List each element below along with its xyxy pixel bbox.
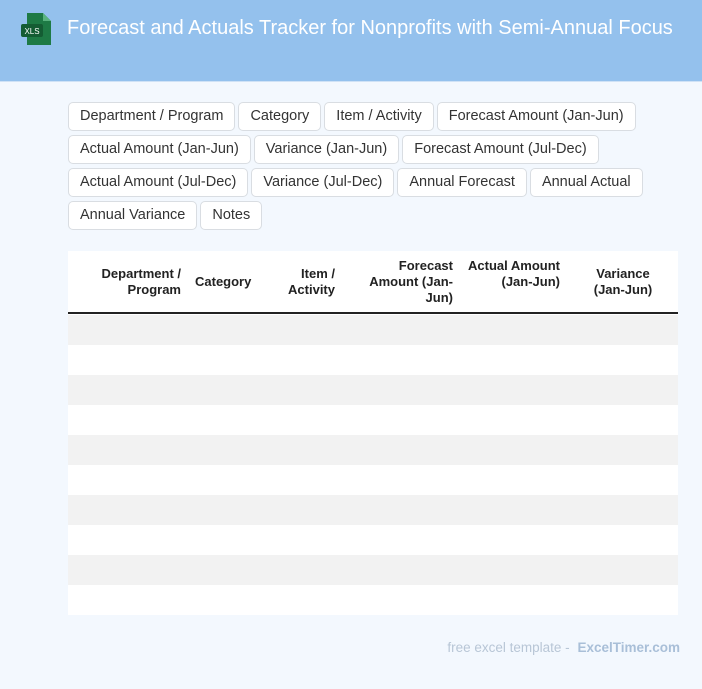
table-row[interactable] <box>68 345 678 375</box>
footer-credit <box>447 640 680 655</box>
table-header-cell: Department / Program <box>101 266 181 297</box>
table-row[interactable] <box>68 495 678 525</box>
svg-text:XLS: XLS <box>24 27 40 36</box>
column-chip[interactable]: Forecast Amount (Jul-Dec) <box>402 135 598 164</box>
column-chip[interactable]: Department / Program <box>68 102 235 131</box>
table-header-cell: Category <box>195 274 252 289</box>
header-bar <box>0 0 702 82</box>
footer-prefix: free excel template - <box>447 640 570 655</box>
table-header-cell: Item / Activity <box>288 266 335 297</box>
column-chip[interactable]: Item / Activity <box>324 102 433 131</box>
column-chip[interactable]: Variance (Jan-Jun) <box>254 135 399 164</box>
table-header-cell: Actual Amount (Jan-Jun) <box>468 258 560 289</box>
column-chip[interactable]: Variance (Jul-Dec) <box>251 168 394 197</box>
table-row[interactable] <box>68 585 678 615</box>
table-row[interactable] <box>68 375 678 405</box>
column-chip[interactable]: Notes <box>200 201 262 230</box>
table-row[interactable] <box>68 525 678 555</box>
column-chip[interactable]: Annual Actual <box>530 168 643 197</box>
table-row[interactable] <box>68 405 678 435</box>
page-title: Forecast and Actuals Tracker for Nonprofits with Semi-Annual Focus <box>67 17 673 39</box>
table-header <box>68 251 678 314</box>
table-header-cell: Variance (Jan-Jun) <box>593 266 653 297</box>
table-row[interactable] <box>68 555 678 585</box>
data-table <box>68 251 678 614</box>
table-row[interactable] <box>68 315 678 345</box>
table-row[interactable] <box>68 435 678 465</box>
column-chip[interactable]: Category <box>238 102 321 131</box>
column-chip[interactable]: Actual Amount (Jan-Jun) <box>68 135 251 164</box>
column-chip[interactable]: Annual Variance <box>68 201 197 230</box>
column-chip[interactable]: Annual Forecast <box>397 168 527 197</box>
column-chip[interactable]: Forecast Amount (Jan-Jun) <box>437 102 636 131</box>
footer-brand-link[interactable]: ExcelTimer.com <box>577 640 680 655</box>
column-chip[interactable]: Actual Amount (Jul-Dec) <box>68 168 248 197</box>
column-chip-list <box>68 102 668 230</box>
table-row[interactable] <box>68 465 678 495</box>
table-header-cell: Forecast Amount (Jan-Jun) <box>369 258 453 305</box>
